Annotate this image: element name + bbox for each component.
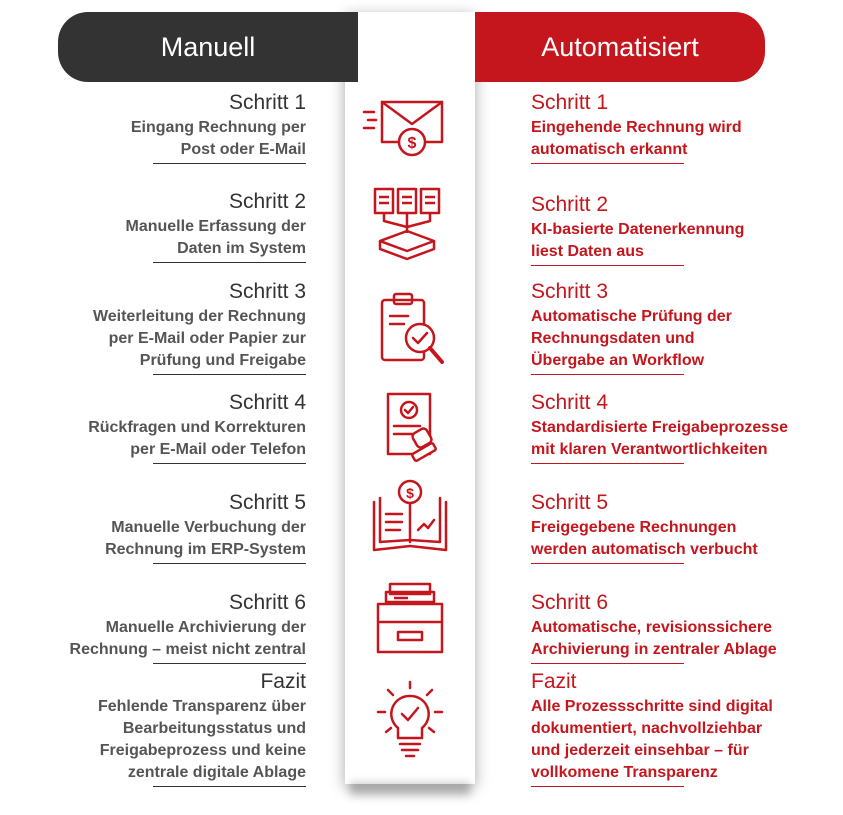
manual-step-title: Fazit [260,670,306,693]
auto-step-title: Fazit [531,670,577,693]
auto-step-3 [531,280,831,375]
manual-step-3 [16,280,306,375]
envelope-dollar-icon [360,92,460,172]
manual-step-title: Schritt 5 [228,491,306,514]
manual-step-title: Schritt 1 [228,91,306,114]
archive-drawer-icon [360,578,460,658]
header-manual [58,12,358,82]
manual-step-title: Schritt 4 [228,391,306,414]
manual-step-desc: Manuelle Erfassung der Daten im System [125,218,306,257]
auto-step-desc: KI-basierte Datenerkennung liest Daten aus [531,221,745,260]
auto-step-1 [531,91,831,164]
auto-step-desc: Freigegebene Rechnungen werden automatisch verbucht [531,519,758,558]
header-automated [475,12,765,82]
divider [531,563,684,564]
divider [531,786,684,787]
divider [153,563,306,564]
document-stamp-icon [360,388,460,468]
documents-to-tray-icon [360,183,460,263]
divider [153,463,306,464]
manual-step-desc: Manuelle Archivierung der Rechnung – meist nicht zentral [69,619,306,658]
manual-step-4 [16,391,306,464]
manual-step-2 [16,190,306,263]
divider [153,374,306,375]
auto-step-desc: Automatische, revisionssichere Archivierung in zentraler Ablage [531,619,777,658]
column-shadow [350,782,470,796]
auto-step-title: Schritt 4 [531,391,609,414]
auto-step-4 [531,391,831,464]
divider [153,786,306,787]
manual-step-title: Schritt 6 [228,591,306,614]
manual-step-desc: Fehlende Transparenz über Bearbeitungsstatus und Freigabeprozess und keine zentrale digitale Ablage [97,698,306,781]
auto-step-5 [531,491,831,564]
svg-text:$: $ [407,135,417,152]
auto-step-title: Schritt 3 [531,280,609,303]
clipboard-magnifier-icon [360,290,460,370]
auto-step-6 [531,591,831,664]
divider [531,374,684,375]
divider [531,663,684,664]
manual-step-desc: Eingang Rechnung per Post oder E-Mail [130,119,306,158]
manual-step-desc: Weiterleitung der Rechnung per E-Mail oder Papier zur Prüfung und Freigabe [92,308,306,369]
divider [153,262,306,263]
auto-step-title: Schritt 5 [531,491,609,514]
manual-step-title: Schritt 3 [228,280,306,303]
divider [153,663,306,664]
lightbulb-check-icon [360,680,460,760]
divider [531,163,684,164]
manual-step-5 [16,491,306,564]
ledger-dollar-icon [360,478,460,558]
header-automated-label: Automatisiert [541,31,699,62]
divider [153,163,306,164]
auto-step-title: Schritt 6 [531,591,609,614]
svg-text:$: $ [406,485,414,501]
manual-step-6 [16,591,306,664]
manual-step-desc: Manuelle Verbuchung der Rechnung im ERP-System [105,519,306,558]
auto-step-2 [531,193,831,266]
manual-step-1 [16,91,306,164]
manual-step-desc: Rückfragen und Korrekturen per E-Mail oder Telefon [88,419,306,458]
auto-step-title: Schritt 1 [531,91,609,114]
auto-step-desc: Standardisierte Freigabeprozesse mit klaren Verantwortlichkeiten [531,419,788,458]
auto-step-desc: Alle Prozessschritte sind digital dokumentiert, nachvollziehbar und jederzeit einsehbar – für vollkomene Transparenz [531,698,773,781]
manual-fazit [16,670,306,787]
auto-step-title: Schritt 2 [531,193,609,216]
divider [531,265,684,266]
header-manual-label: Manuell [160,31,256,62]
manual-step-title: Schritt 2 [228,190,306,213]
divider [531,463,684,464]
auto-step-desc: Eingehende Rechnung wird automatisch erkannt [531,119,742,158]
auto-step-desc: Automatische Prüfung der Rechnungsdaten und Übergabe an Workflow [531,308,732,369]
auto-fazit [531,670,831,787]
